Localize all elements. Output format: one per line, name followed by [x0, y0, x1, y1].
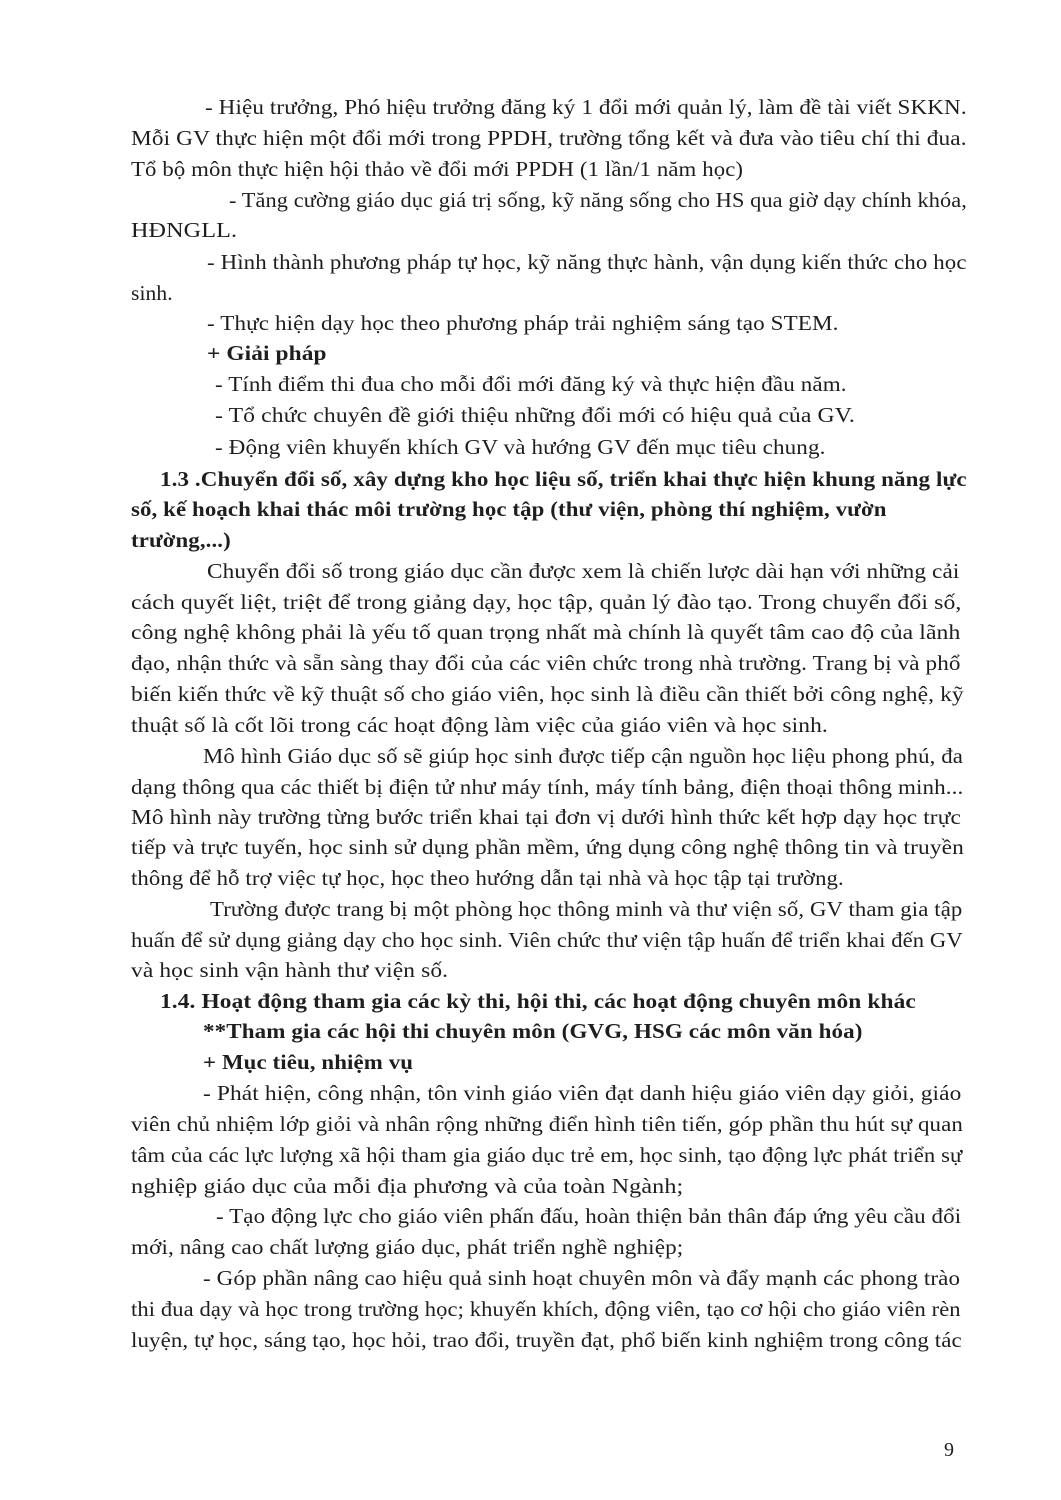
paragraph-line: thông để hỗ trợ việc tự học, học theo hướng dẫn tại nhà và học tập tại trường.: [131, 866, 844, 890]
paragraph-line: Chuyển đổi số trong giáo dục cần được xem là chiến lược dài hạn với những cải: [207, 559, 960, 583]
bullet-line: - Phát hiện, công nhận, tôn vinh giáo viên đạt danh hiệu giáo viên dạy giỏi, giáo: [203, 1081, 962, 1105]
paragraph-line: - Hình thành phương pháp tự học, kỹ năng thực hành, vận dụng kiến thức cho học: [207, 250, 967, 274]
paragraph-line: sinh.: [131, 281, 173, 305]
bullet-line: - Góp phần nâng cao hiệu quả sinh hoạt chuyên môn và đẩy mạnh các phong trào: [203, 1266, 961, 1290]
paragraph-line: Mỗi GV thực hiện một đổi mới trong PPDH, trường tổng kết và đưa vào tiêu chí thi đua.: [131, 126, 967, 150]
bullet-line: - Tạo động lực cho giáo viên phấn đấu, hoàn thiện bản thân đáp ứng yêu cầu đổi: [216, 1204, 962, 1228]
paragraph-line: mới, nâng cao chất lượng giáo dục, phát triển nghề nghiệp;: [131, 1235, 684, 1259]
paragraph-line: và học sinh vận hành thư viện số.: [131, 958, 449, 982]
bullet-line: - Động viên khuyến khích GV và hướng GV đến mục tiêu chung.: [215, 435, 826, 459]
paragraph-line: - Tăng cường giáo dục giá trị sống, kỹ năng sống cho HS qua giờ dạy chính khóa,: [229, 188, 967, 212]
paragraph-line: tâm của các lực lượng xã hội tham gia giáo dục trẻ em, học sinh, tạo động lực phát triển sự: [131, 1143, 963, 1167]
paragraph-line: huấn để sử dụng giảng dạy cho học sinh. Viên chức thư viện tập huấn để triển khai đến GV: [131, 928, 963, 952]
section-heading: trường,...): [131, 528, 231, 552]
paragraph-line: tiếp và trực tuyến, học sinh sử dụng phần mềm, ứng dụng công nghệ thông tin và truyền: [131, 835, 964, 859]
paragraph-line: cách quyết liệt, triệt để trong giảng dạy, học tập, quản lý đào tạo. Trong chuyển đổi số,: [131, 590, 962, 614]
page-number: 9: [944, 1439, 954, 1461]
section-heading: 1.3 .Chuyển đổi số, xây dựng kho học liệu số, triển khai thực hiện khung năng lực: [160, 467, 967, 491]
bullet-line: - Tính điểm thi đua cho mỗi đổi mới đăng ký và thực hiện đầu năm.: [215, 372, 847, 396]
paragraph-line: thi đua dạy và học trong trường học; khuyến khích, động viên, tạo cơ hội cho giáo viên rèn: [131, 1297, 961, 1321]
paragraph-line: đạo, nhận thức và sẵn sàng thay đổi của các viên chức trong nhà trường. Trang bị và phổ: [131, 651, 961, 675]
paragraph-line: thuật số là cốt lõi trong các hoạt động làm việc của giáo viên và học sinh.: [131, 713, 828, 737]
section-heading: 1.4. Hoạt động tham gia các kỳ thi, hội thi, các hoạt động chuyên môn khác: [160, 989, 916, 1013]
paragraph-line: viên chủ nhiệm lớp giỏi và nhân rộng những điển hình tiên tiến, góp phần thu hút sự quan: [131, 1112, 963, 1136]
paragraph-line: HĐNGLL.: [131, 218, 238, 242]
subheading: + Mục tiêu, nhiệm vụ: [203, 1050, 414, 1074]
paragraph-line: nghiệp giáo dục của mỗi địa phương và của toàn Ngành;: [131, 1174, 684, 1198]
paragraph-line: Trường được trang bị một phòng học thông minh và thư viện số, GV tham gia tập: [210, 897, 963, 921]
paragraph-line: Mô hình Giáo dục số sẽ giúp học sinh được tiếp cận nguồn học liệu phong phú, đa: [203, 744, 963, 768]
subheading: + Giải pháp: [207, 341, 327, 365]
paragraph-line: - Thực hiện dạy học theo phương pháp trải nghiệm sáng tạo STEM.: [207, 311, 839, 335]
paragraph-line: Tổ bộ môn thực hiện hội thảo về đổi mới PPDH (1 lần/1 năm học): [131, 157, 744, 181]
paragraph-line: biến kiến thức về kỹ thuật số cho giáo viên, học sinh là điều cần thiết bởi công nghệ, kỹ: [131, 682, 964, 706]
paragraph-line: Mô hình này trường từng bước triển khai tại đơn vị dưới hình thức kết hợp dạy học trực: [131, 805, 961, 829]
subheading: **Tham gia các hội thi chuyên môn (GVG, HSG các môn văn hóa): [203, 1019, 863, 1043]
paragraph-line: dạng thông qua các thiết bị điện tử như máy tính, máy tính bảng, điện thoại thông minh...: [131, 775, 964, 799]
section-heading: số, kế hoạch khai thác môi trường học tập (thư viện, phòng thí nghiệm, vườn: [131, 497, 887, 521]
paragraph-line: - Hiệu trưởng, Phó hiệu trưởng đăng ký 1 đổi mới quản lý, làm đề tài viết SKKN.: [205, 95, 967, 119]
paragraph-line: luyện, tự học, sáng tạo, học hỏi, trao đổi, truyền đạt, phổ biến kinh nghiệm trong công tác: [131, 1328, 962, 1352]
paragraph-line: công nghệ không phải là yếu tố quan trọng nhất mà chính là quyết tâm cao độ của lãnh: [131, 620, 961, 644]
bullet-line: - Tổ chức chuyên đề giới thiệu những đổi mới có hiệu quả của GV.: [215, 403, 855, 427]
